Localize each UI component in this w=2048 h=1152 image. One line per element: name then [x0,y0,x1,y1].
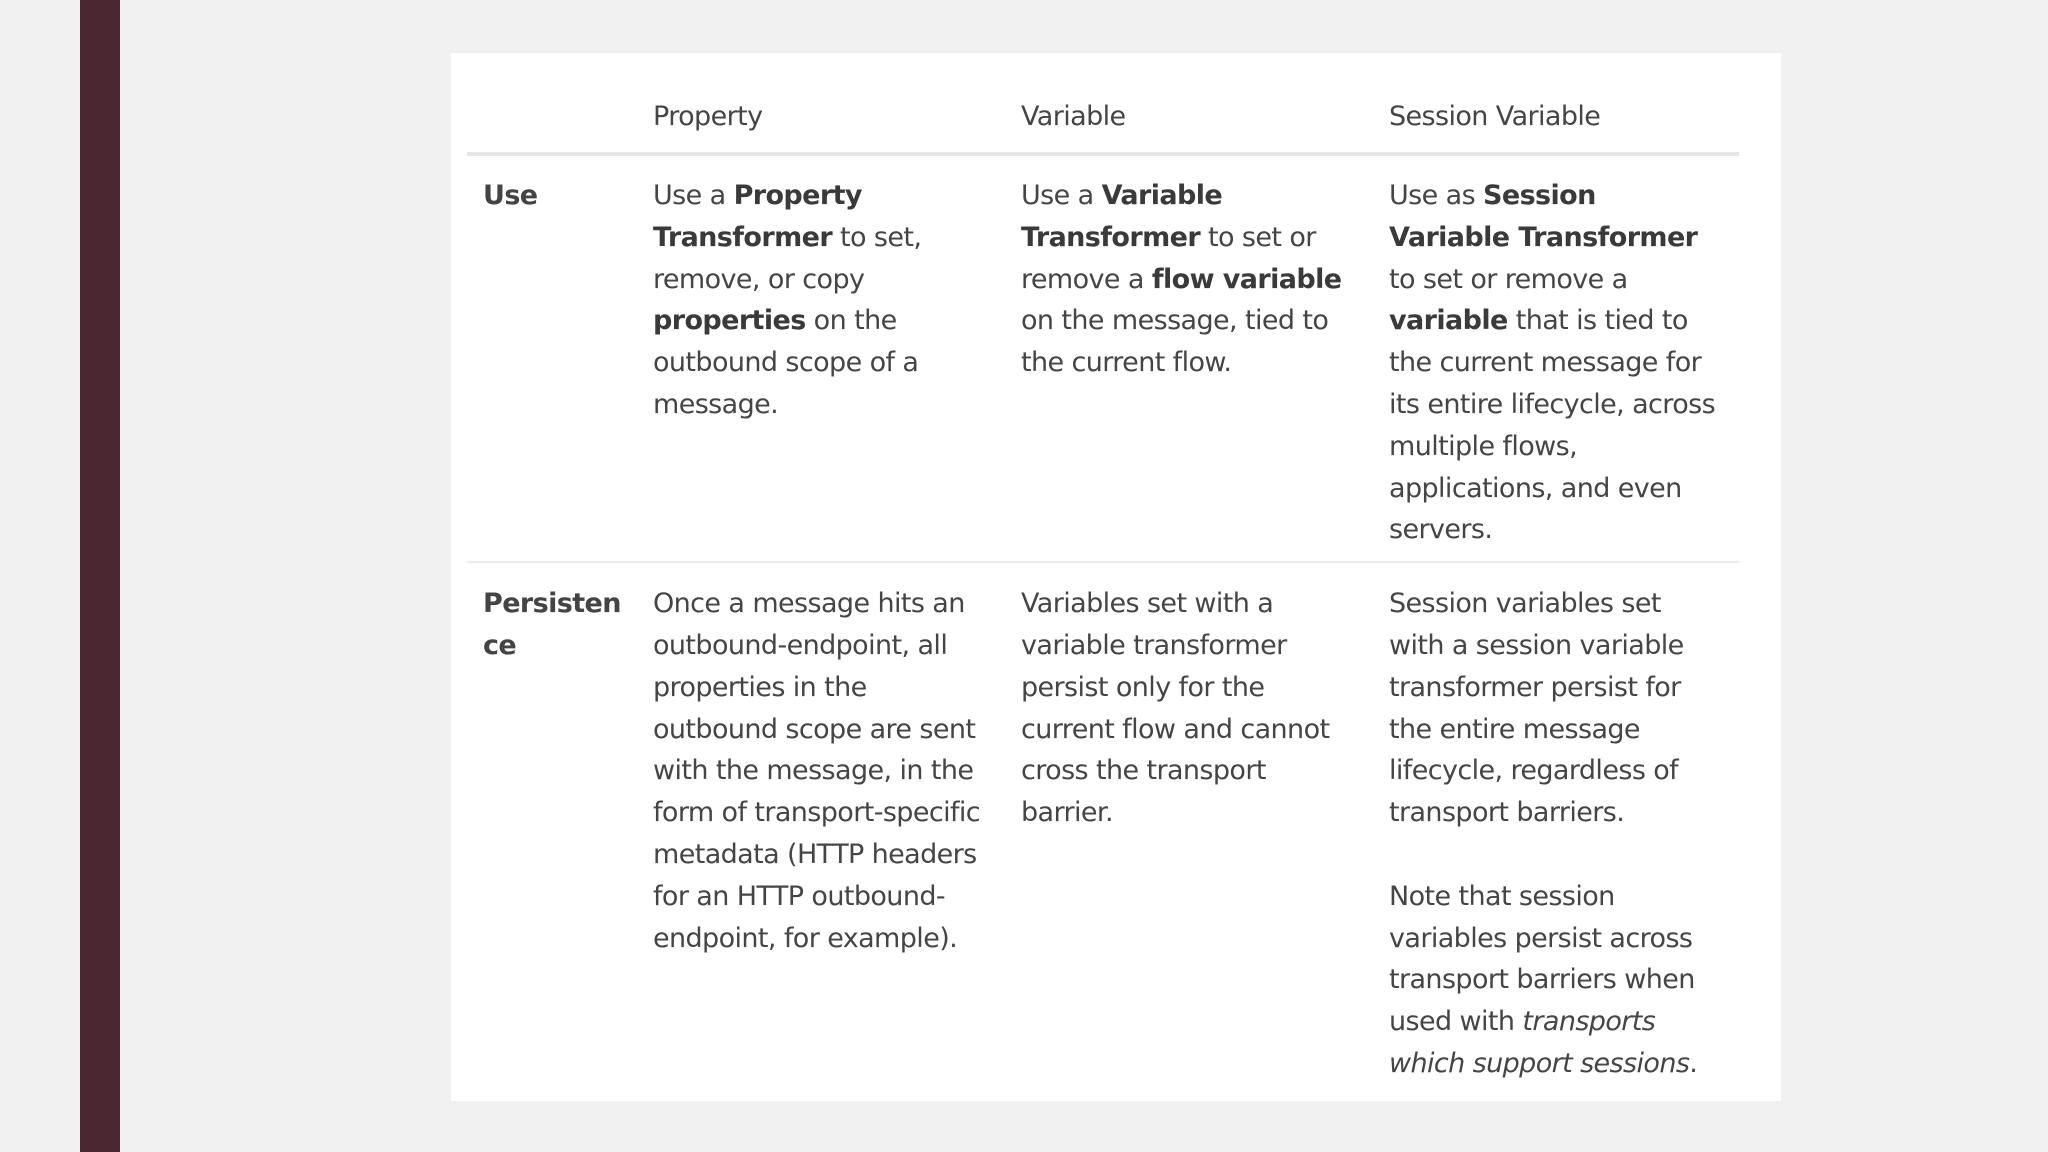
header-variable: Variable [1005,97,1373,154]
session-persistence-text: Session variables set with a session variable transformer persist for the entire message lifecycle, regardless of transport barriers. [1389,588,1684,829]
header-empty [467,97,637,154]
header-session-variable: Session Variable [1373,97,1739,154]
cell-use-property: Use a Property Transformer to set, remove, or copy properties on the outbound scope of a message. [637,154,1005,562]
cell-persistence-session-variable [1373,562,1739,1095]
comparison-card [451,53,1781,1101]
row-label-use: Use [467,154,637,562]
table-row-use [467,154,1739,562]
left-accent-bar [80,0,120,1152]
cell-persistence-property: Once a message hits an outbound-endpoint, all properties in the outbound scope are sent with the message, in the form of transport-specific metadata (HTTP headers for an HTTP outbound-endpoint, for example). [653,588,981,954]
header-property: Property [637,97,1005,154]
cell-use-session-variable: Use as Session Variable Transformer to set or remove a variable that is tied to the current message for its entire lifecycle, across multiple flows, applications, and even servers. [1373,154,1739,562]
cell-use-variable: Use a Variable Transformer to set or remove a flow variable on the message, tied to the current flow. [1005,154,1373,562]
comparison-table [467,97,1739,1095]
table-row-persistence [467,562,1739,1095]
table-header-row [467,97,1739,154]
row-label-persistence: Persistence [483,588,621,661]
cell-persistence-variable: Variables set with a variable transformer persist only for the current flow and cannot cross the transport barrier. [1021,588,1330,829]
session-persistence-note: Note that session variables persist across transport barriers when used with transports which support sessions. [1389,880,1698,1079]
